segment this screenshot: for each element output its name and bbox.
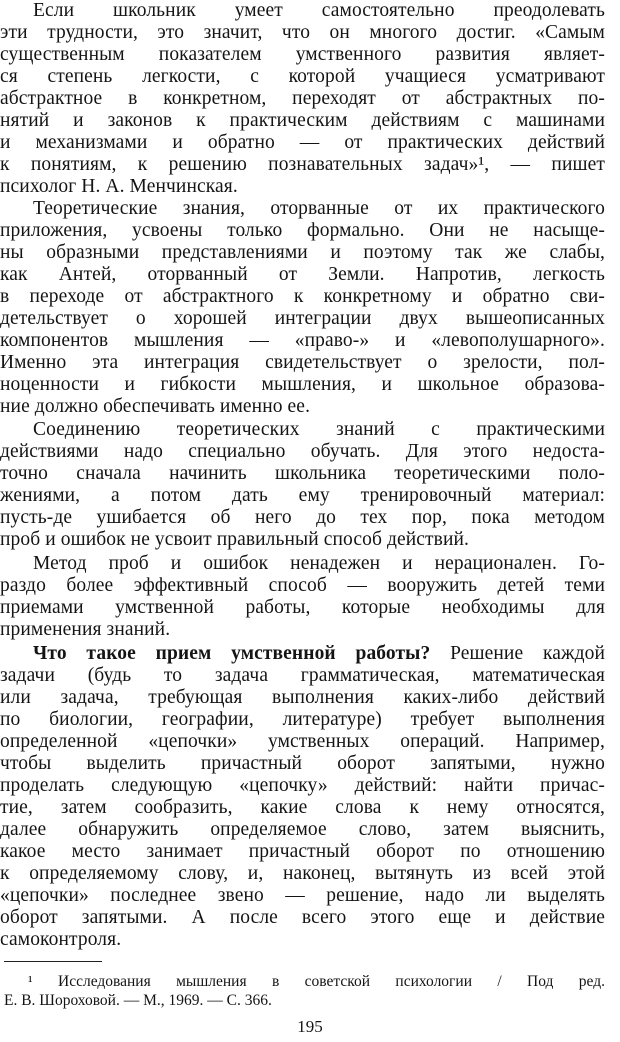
text-line: по биологии, географии, литературе) требует выполнения: [0, 709, 605, 730]
text-line: раздо более эффективный способ — вооружить детей теми: [0, 575, 605, 596]
footnote-line: ¹ Исследования мышления в советской психологии / Под ред.: [28, 973, 605, 990]
text-line: приемами умственной работы, которые необходимы для: [0, 597, 605, 618]
text-line: ны образными представлениями и поэтому так же слабы,: [0, 242, 605, 263]
text-line: применения знаний.: [0, 619, 171, 640]
text-line: проделать следующую «цепочку» действий: найти причас-: [0, 775, 605, 796]
text-line: пусть-де ушибается об него до тех пор, пока методом: [0, 507, 605, 528]
text-line: или задача, требующая выполнения каких-либо действий: [0, 687, 605, 708]
footnote-line: Е. В. Шороховой. — М., 1969. — С. 366.: [4, 992, 272, 1009]
text-line: задачи (будь то задача грамматическая, математическая: [0, 665, 605, 686]
text-line: оборот запятыми. А после всего этого еще и действие: [0, 907, 605, 928]
text-line: Именно эта интеграция свидетельствует о зрелости, пол-: [0, 352, 605, 373]
text-line: жениями, а потом дать ему тренировочный материал:: [0, 485, 605, 506]
section-heading: Что такое прием умственной работы?: [33, 643, 431, 664]
text-line: ся степень легкости, с которой учащиеся усматривают: [0, 66, 605, 87]
text-line: приложения, усвоены только формально. Они не насыще-: [0, 220, 605, 241]
text-line: детельствует о хорошей интеграции двух вышеописанных: [0, 308, 605, 329]
text-line: Если школьник умеет самостоятельно преодолевать: [33, 0, 605, 21]
text-line: тие, затем сообразить, какие слова к нему относятся,: [0, 797, 605, 818]
page-number: 195: [297, 1017, 323, 1036]
text-line: какое место занимает причастный оборот по отношению: [0, 841, 605, 862]
text-line: психолог Н. А. Менчинская.: [0, 176, 238, 197]
text-line: абстрактное в конкретном, переходят от абстрактных по-: [0, 88, 605, 109]
text-line: существенным показателем умственного развития являет-: [0, 44, 605, 65]
text-line: и механизмами и обратно — от практических действий: [0, 132, 605, 153]
heading-line-rest: Решение каждой: [430, 643, 605, 664]
text-line: как Антей, оторванный от Земли. Напротив, легкость: [0, 264, 605, 285]
text-line: ноценности и гибкости мышления, и школьное образова-: [0, 374, 605, 395]
footnote-divider: [4, 961, 102, 962]
text-line: в переходе от абстрактного к конкретному и обратно сви-: [0, 286, 605, 307]
text-line: точно сначала начинить школьника теоретическими поло-: [0, 463, 605, 484]
text-line: «цепочки» последнее звено — решение, надо ли выделять: [0, 885, 605, 906]
text-line: проб и ошибок не усвоит правильный способ действий.: [0, 529, 470, 550]
text-line: нятий и законов к практическим действиям с машинами: [0, 110, 605, 131]
text-line-with-heading: [33, 643, 605, 665]
text-line: далее обнаружить определяемое слово, затем выяснить,: [0, 819, 605, 840]
text-line: действиями надо специально обучать. Для этого недоста-: [0, 441, 605, 462]
text-line: к определяемому слову, и, наконец, вытянуть из всей этой: [0, 863, 605, 884]
text-line: эти трудности, это значит, что он многого достиг. «Самым: [0, 22, 605, 43]
text-line: Метод проб и ошибок ненадежен и нерационален. Го-: [33, 553, 605, 574]
text-line: ние должно обеспечивать именно ее.: [0, 396, 311, 417]
text-line: определенной «цепочки» умственных операций. Например,: [0, 731, 605, 752]
text-line: чтобы выделить причастный оборот запятыми, нужно: [0, 753, 605, 774]
text-line: самоконтроля.: [0, 929, 122, 950]
text-line: Соединению теоретических знаний с практическими: [33, 419, 605, 440]
text-line: компонентов мышления — «право-» и «левополушарного».: [0, 330, 605, 351]
text-line: к понятиям, к решению познавательных задач»¹, — пишет: [0, 154, 605, 175]
text-line: Теоретические знания, оторванные от их практического: [33, 198, 605, 219]
